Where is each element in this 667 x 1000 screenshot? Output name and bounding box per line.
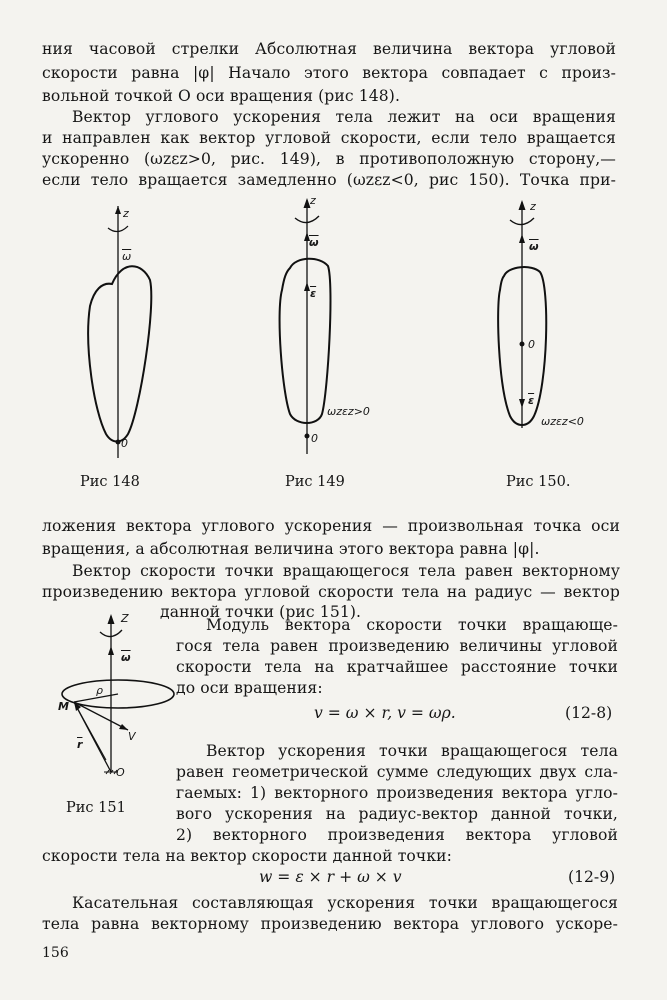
para6-line-4: вого ускорения на радиус-вектор данной точки, bbox=[176, 805, 618, 823]
fig150-caption: Рис 150. bbox=[506, 474, 571, 490]
para5-line-3: скорости тела на кратчайшее расстояние точки bbox=[176, 658, 618, 676]
fig151-z-label: Z bbox=[121, 612, 129, 625]
intro-line-1: ния часовой стрелки Абсолютная величина вектора угловой bbox=[42, 40, 616, 58]
fig151-origin-label: O bbox=[116, 766, 125, 779]
figure-148-drawing bbox=[70, 196, 190, 466]
para7-line-2: тела равна векторному произведению вектора углового ускоре- bbox=[42, 915, 618, 933]
figure-149-drawing bbox=[262, 192, 382, 462]
fig149-origin-label: 0 bbox=[311, 432, 318, 445]
page-number: 156 bbox=[42, 945, 69, 961]
fig151-rho-label: ρ bbox=[96, 684, 103, 697]
fig148-z-label: z bbox=[123, 207, 129, 220]
fig150-origin-label: 0 bbox=[528, 338, 535, 351]
para2-line-2: и направлен как вектор угловой скорости, если тело вращается bbox=[42, 129, 616, 147]
para7-line-1: Касательная составляющая ускорения точки вращающегося bbox=[72, 894, 618, 912]
para5-line-1: Модуль вектора скорости точки вращающе- bbox=[206, 616, 618, 634]
fig149-z-label: z bbox=[310, 194, 316, 207]
fig149-caption: Рис 149 bbox=[285, 474, 345, 490]
equation-12-8: v = ω × r, v = ωρ. bbox=[314, 704, 456, 722]
para5-line-4: до оси вращения: bbox=[176, 679, 323, 697]
fig151-m-label: M bbox=[58, 700, 69, 713]
para4-line-3: данной точки (рис 151). bbox=[160, 603, 362, 621]
para5-line-2: гося тела равен произведению величины угловой bbox=[176, 637, 618, 655]
fig151-caption: Рис 151 bbox=[66, 800, 126, 816]
fig150-omega-label: $\overline{\omega}$ bbox=[529, 240, 539, 253]
fig150-z-label: z bbox=[530, 200, 536, 213]
intro-line-3: вольной точкой O оси вращения (рис 148). bbox=[42, 87, 401, 105]
fig148-origin-label: 0 bbox=[121, 437, 128, 450]
fig148-omega-label: $\overline{\omega}$ bbox=[122, 250, 132, 263]
para2-line-1: Вектор углового ускорения тела лежит на оси вращения bbox=[72, 108, 616, 126]
para4-line-2: произведению вектора угловой скорости тела на радиус — вектор bbox=[42, 583, 620, 601]
fig151-r-label: $\overline{r}$ bbox=[77, 738, 83, 751]
para3-line-2: вращения, а абсолютная величина этого вектора равна |φ|. bbox=[42, 540, 540, 558]
para6-line-1: Вектор ускорения точки вращающегося тела bbox=[206, 742, 618, 760]
figure-151-drawing bbox=[56, 612, 196, 792]
equation-12-9: w = ε × r + ω × v bbox=[259, 868, 402, 886]
para6-line-6: скорости тела на вектор скорости данной точки: bbox=[42, 847, 453, 865]
para6-line-3: гаемых: 1) векторного произведения вектора угло- bbox=[176, 784, 618, 802]
para3-line-1: ложения вектора углового ускорения — произвольная точка оси bbox=[42, 517, 620, 535]
para6-line-2: равен геометрической сумме следующих двух сла- bbox=[176, 763, 618, 781]
intro-line-2: скорости равна |φ| Начало этого вектора совпадает с произ- bbox=[42, 64, 616, 82]
para4-line-1: Вектор скорости точки вращающегося тела равен векторному bbox=[72, 562, 620, 580]
fig149-cond-label: ωzεz>0 bbox=[327, 405, 370, 418]
fig148-caption: Рис 148 bbox=[80, 474, 140, 490]
para2-line-3: ускоренно (ωzεz>0, рис. 149), в противоположную сторону,— bbox=[42, 150, 616, 168]
fig150-eps-label: $\overline{\varepsilon}$ bbox=[528, 394, 535, 407]
fig150-cond-label: ωzεz<0 bbox=[541, 415, 584, 428]
para6-line-5: 2) векторного произведения вектора угловой bbox=[176, 826, 618, 844]
para2-line-4: если тело вращается замедленно (ωzεz<0, рис 150). Точка при- bbox=[42, 171, 616, 189]
equation-12-8-number: (12-8) bbox=[565, 704, 613, 722]
fig151-omega-label: $\overline{\omega}$ bbox=[121, 651, 131, 664]
fig149-omega-label: $\overline{\omega}$ bbox=[309, 236, 319, 249]
fig149-eps-label: $\overline{\varepsilon}$ bbox=[310, 287, 317, 300]
fig151-v-label: V bbox=[128, 730, 136, 743]
equation-12-9-number: (12-9) bbox=[568, 868, 616, 886]
